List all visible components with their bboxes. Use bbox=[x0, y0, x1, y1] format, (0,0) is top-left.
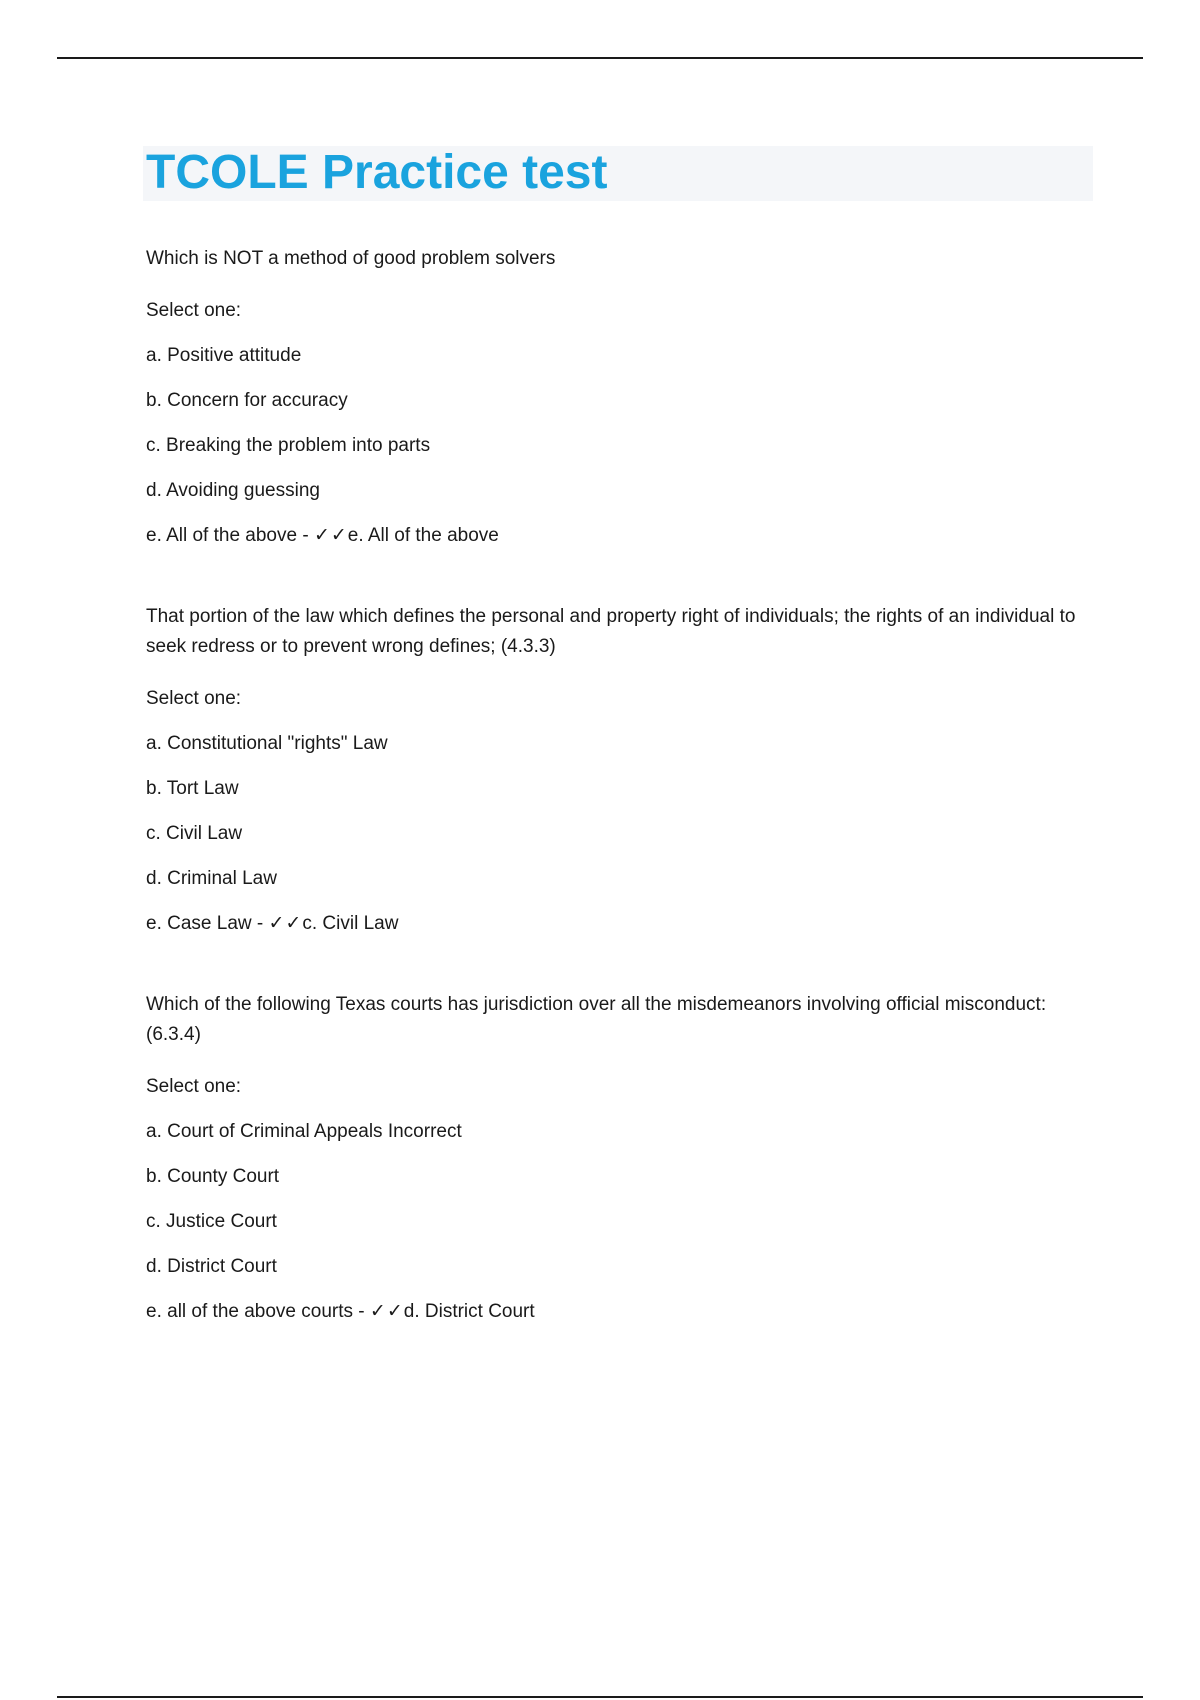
question-1 bbox=[146, 244, 1076, 558]
option-c: c. Civil Law bbox=[146, 823, 243, 844]
question-text: Which of the following Texas courts has jurisdiction over all the misdemeanors involving official misconduct: (6.3.4) bbox=[146, 994, 1047, 1045]
question-3 bbox=[146, 990, 1076, 1334]
select-one-label: Select one: bbox=[146, 300, 242, 321]
answer-separator: - bbox=[353, 1301, 370, 1322]
option-e-with-answer bbox=[146, 901, 1076, 946]
check-icon: ✓✓ bbox=[313, 525, 348, 546]
select-one-label: Select one: bbox=[146, 1076, 242, 1097]
option-e: e. Case Law bbox=[146, 913, 252, 934]
question-text: Which is NOT a method of good problem solvers bbox=[146, 248, 556, 269]
option-d: d. District Court bbox=[146, 1256, 277, 1277]
option-d: d. Avoiding guessing bbox=[146, 480, 320, 501]
question-2 bbox=[146, 602, 1076, 946]
quiz-content bbox=[146, 244, 1076, 1378]
option-a: a. Constitutional "rights" Law bbox=[146, 733, 388, 754]
option-c: c. Justice Court bbox=[146, 1211, 277, 1232]
answer-separator: - bbox=[251, 913, 269, 934]
page-title: TCOLE Practice test bbox=[146, 146, 608, 199]
option-b: b. Concern for accuracy bbox=[146, 390, 348, 411]
check-icon: ✓✓ bbox=[369, 1301, 404, 1322]
option-e-with-answer bbox=[146, 513, 1076, 558]
correct-answer: c. Civil Law bbox=[302, 913, 399, 934]
select-one-label: Select one: bbox=[146, 688, 242, 709]
option-e: e. all of the above courts bbox=[146, 1301, 354, 1322]
top-rule bbox=[57, 57, 1143, 59]
option-d: d. Criminal Law bbox=[146, 868, 277, 889]
option-a: a. Positive attitude bbox=[146, 345, 302, 366]
option-e: e. All of the above bbox=[146, 525, 298, 546]
option-b: b. County Court bbox=[146, 1166, 280, 1187]
option-a: a. Court of Criminal Appeals Incorrect bbox=[146, 1121, 462, 1142]
question-text: That portion of the law which defines the personal and property right of individuals; the rights of an individual to seek redress or to prevent wrong defines; (4.3.3) bbox=[146, 606, 1076, 657]
option-c: c. Breaking the problem into parts bbox=[146, 435, 431, 456]
answer-separator: - bbox=[297, 525, 314, 546]
correct-answer: e. All of the above bbox=[347, 525, 499, 546]
check-icon: ✓✓ bbox=[268, 913, 303, 934]
correct-answer: d. District Court bbox=[403, 1301, 535, 1322]
option-b: b. Tort Law bbox=[146, 778, 239, 799]
bottom-rule bbox=[57, 1696, 1143, 1698]
option-e-with-answer bbox=[146, 1289, 1076, 1334]
